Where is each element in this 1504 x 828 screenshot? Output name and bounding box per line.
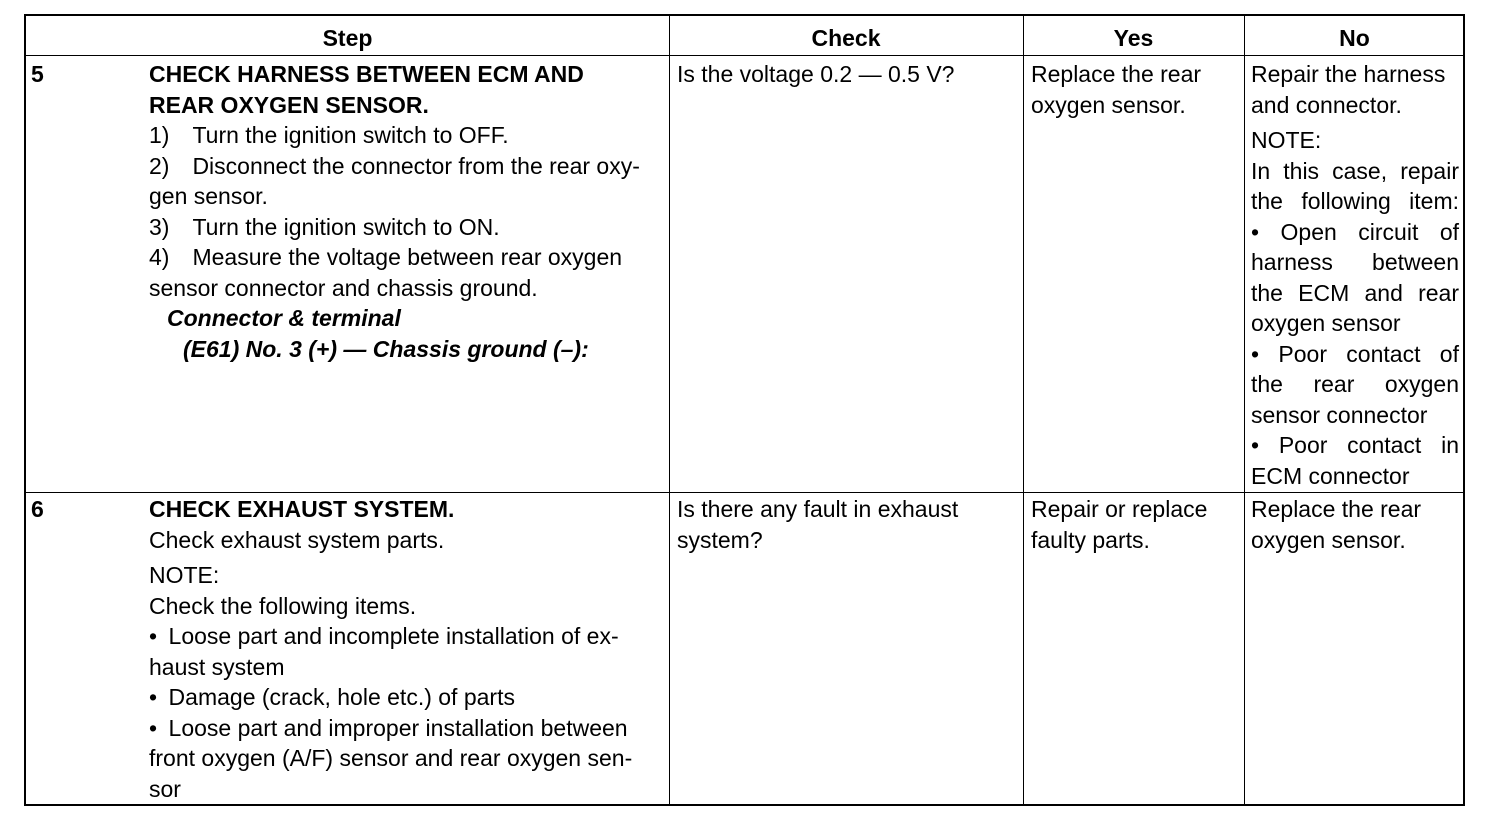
spec-value: (E61) No. 3 (+) — Chassis ground (–): [183, 335, 589, 362]
note-line: • Poor contact in [1251, 432, 1459, 458]
step-number: 6 [31, 496, 44, 522]
note-line: In this case, repair [1251, 157, 1459, 184]
note-line: oxygen sensor [1251, 310, 1401, 336]
note-line: • Loose part and improper installation between [149, 714, 628, 741]
no-action [1251, 59, 1459, 491]
step-title: REAR OXYGEN SENSOR. [149, 91, 429, 118]
diagnostic-table [24, 14, 1465, 806]
yes-line: oxygen sensor. [1031, 91, 1186, 118]
note-label: NOTE: [149, 562, 220, 588]
header-no: No [1339, 25, 1370, 51]
step-instruction: 1) Turn the ignition switch to OFF. [149, 122, 509, 148]
note-line: haust system [149, 653, 285, 680]
check-question: Is the voltage 0.2 — 0.5 V? [677, 61, 955, 87]
note-line: harness between [1251, 249, 1459, 275]
no-line: oxygen sensor. [1251, 526, 1406, 553]
no-line: and connector. [1251, 91, 1402, 118]
note-line: • Poor contact of [1251, 340, 1459, 367]
note-line: ECM connector [1251, 462, 1410, 489]
note-line: sor [149, 775, 181, 802]
step-number: 5 [31, 61, 44, 87]
check-line: Is there any fault in exhaust [677, 496, 959, 522]
yes-line: Repair or replace [1031, 496, 1208, 522]
column-divider [669, 16, 670, 804]
no-action [1251, 494, 1459, 555]
step-title: CHECK EXHAUST SYSTEM. [149, 496, 455, 522]
column-divider [1244, 16, 1245, 804]
check-question [677, 494, 1017, 555]
step-instruction: 3) Turn the ignition switch to ON. [149, 213, 500, 240]
note-line: Check the following items. [149, 592, 417, 619]
header-step: Step [322, 25, 373, 51]
note-line: sensor connector [1251, 401, 1428, 428]
note-line: the following item: [1251, 188, 1459, 214]
step-content [149, 494, 667, 804]
row-divider [26, 492, 1463, 493]
yes-line: Replace the rear [1031, 61, 1202, 87]
header-check: Check [811, 25, 881, 51]
check-line: system? [677, 526, 763, 553]
yes-line: faulty parts. [1031, 526, 1150, 553]
spec-title: Connector & terminal [167, 305, 401, 331]
note-line: the ECM and rear [1251, 279, 1459, 306]
row-divider [26, 55, 1463, 56]
step-title: CHECK HARNESS BETWEEN ECM AND [149, 61, 584, 87]
step-instruction: Check exhaust system parts. [149, 526, 445, 553]
step-instruction: sensor connector and chassis ground. [149, 274, 538, 301]
step-content [149, 59, 667, 364]
step-instruction: 4) Measure the voltage between rear oxygen [149, 244, 623, 270]
column-divider [1023, 16, 1024, 804]
note-label: NOTE: [1251, 127, 1322, 153]
note-line: • Open circuit of [1251, 218, 1459, 245]
no-line: Replace the rear [1251, 496, 1422, 522]
yes-action [1031, 59, 1239, 120]
step-instruction: 2) Disconnect the connector from the rear oxy- [149, 152, 640, 179]
yes-action [1031, 494, 1239, 555]
note-line: front oxygen (A/F) sensor and rear oxygen sen- [149, 745, 633, 771]
step-instruction: gen sensor. [149, 183, 268, 209]
header-yes: Yes [1113, 25, 1154, 51]
no-line: Repair the harness [1251, 61, 1446, 87]
note-line: • Damage (crack, hole etc.) of parts [149, 684, 515, 710]
note-line: the rear oxygen [1251, 371, 1459, 397]
note-line: • Loose part and incomplete installation of ex- [149, 623, 619, 649]
